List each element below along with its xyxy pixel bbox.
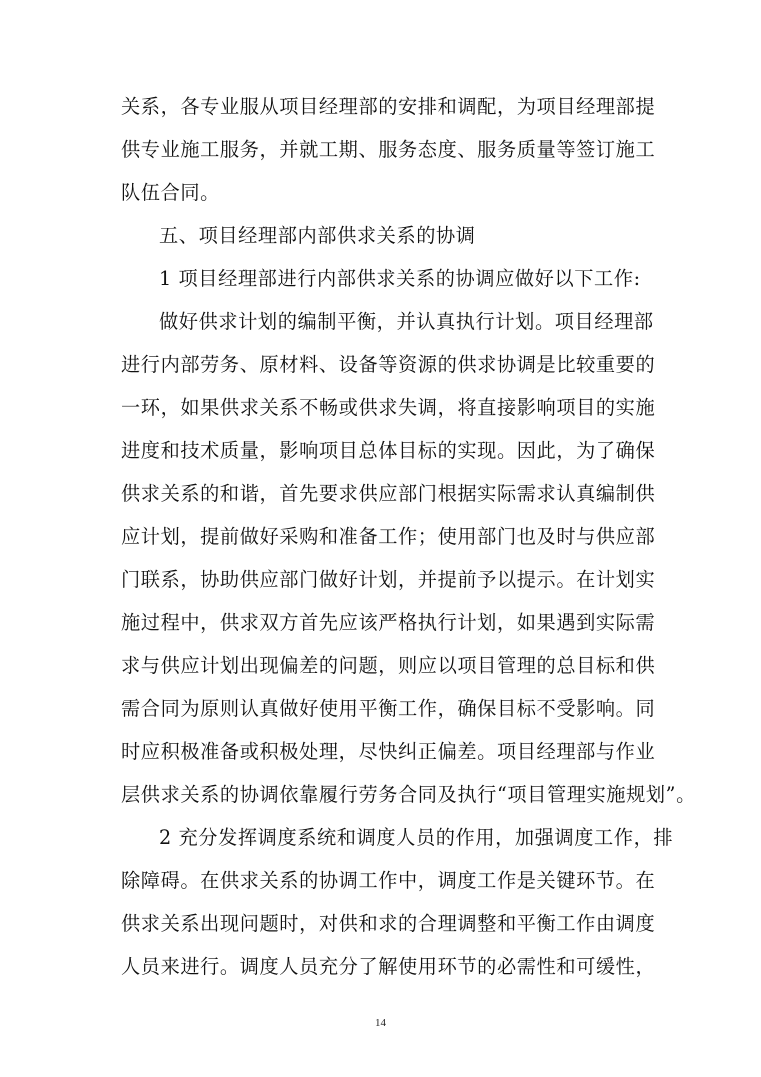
section-heading: 五、项目经理部内部供求关系的协调	[159, 224, 476, 247]
text-line: 除障碍。在供求关系的协调工作中，调度工作是关键环节。在	[121, 869, 656, 892]
text-line: 求与供应计划出现偏差的问题，则应以项目管理的总目标和供	[121, 654, 656, 677]
text-line: 关系，各专业服从项目经理部的安排和调配，为项目经理部提	[121, 95, 656, 118]
text-line: 人员来进行。调度人员充分了解使用环节的必需性和可缓性，	[121, 955, 656, 978]
text-line: 供求关系出现问题时，对供和求的合理调整和平衡工作由调度	[121, 912, 656, 935]
text-line: 供求关系的和谐，首先要求供应部门根据实际需求认真编制供	[121, 482, 656, 505]
text-line: 一环，如果供求关系不畅或供求失调，将直接影响项目的实施	[121, 396, 656, 419]
text-line: 进行内部劳务、原材料、设备等资源的供求协调是比较重要的	[121, 353, 656, 376]
text-line: 施过程中，供求双方首先应该严格执行计划，如果遇到实际需	[121, 611, 656, 634]
text-line: 做好供求计划的编制平衡，并认真执行计划。项目经理部	[159, 310, 654, 333]
text-line: 队伍合同。	[121, 181, 220, 204]
text-line: 2 充分发挥调度系统和调度人员的作用，加强调度工作，排	[159, 826, 674, 849]
text-line: 进度和技术质量，影响项目总体目标的实现。因此，为了确保	[121, 439, 656, 462]
page-number: 14	[375, 1017, 386, 1029]
subsection-heading: 1 项目经理部进行内部供求关系的协调应做好以下工作:	[159, 267, 641, 290]
text-line: 层供求关系的协调依靠履行劳务合同及执行“项目管理实施规划”。	[121, 783, 696, 806]
text-line: 门联系，协助供应部门做好计划，并提前予以提示。在计划实	[121, 568, 656, 591]
text-line: 时应积极准备或积极处理，尽快纠正偏差。项目经理部与作业	[121, 740, 656, 763]
text-line: 应计划，提前做好采购和准备工作；使用部门也及时与供应部	[121, 525, 656, 548]
text-line: 供专业施工服务，并就工期、服务态度、服务质量等签订施工	[121, 138, 656, 161]
text-line: 需合同为原则认真做好使用平衡工作，确保目标不受影响。同	[121, 697, 656, 720]
